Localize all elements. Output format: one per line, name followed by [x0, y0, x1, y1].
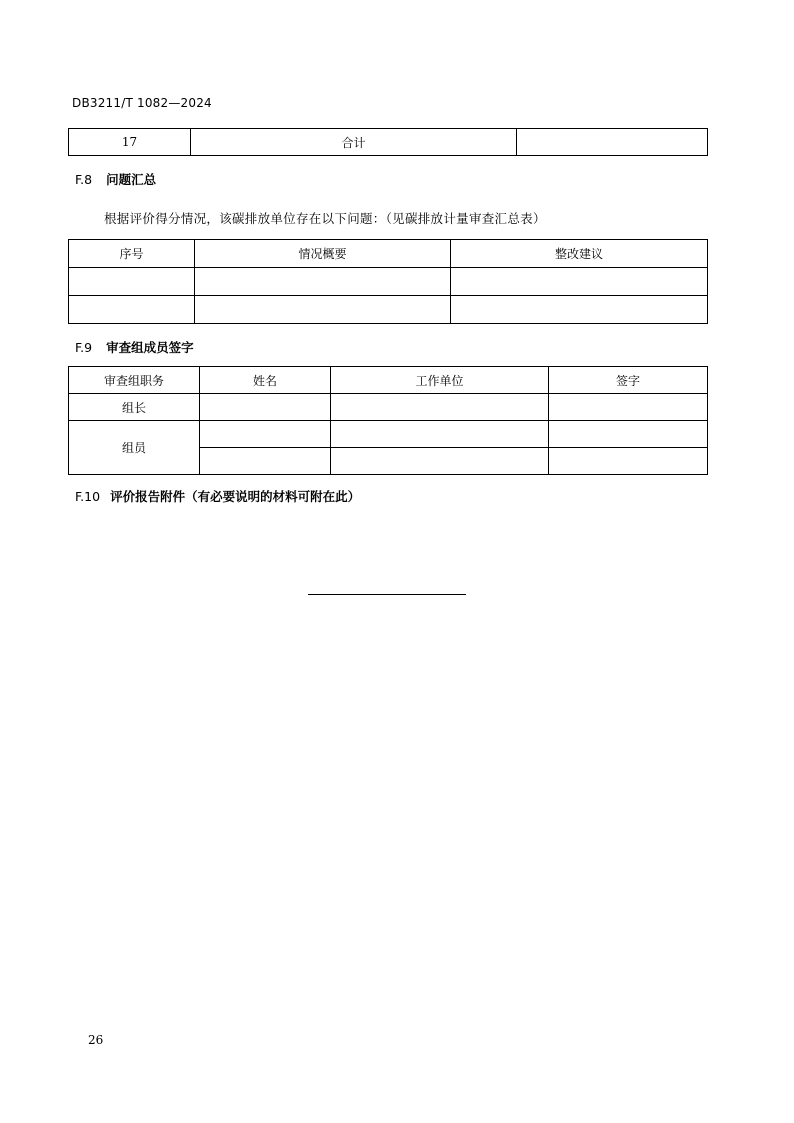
issues-cell — [195, 268, 451, 296]
section-f8-intro: 根据评价得分情况，该碳排放单位存在以下问题：（见碳排放计量审查汇总表） — [104, 211, 546, 226]
section-f10-number: F.10 — [75, 489, 101, 504]
signature-cell — [200, 394, 331, 421]
signature-cell — [331, 421, 549, 448]
issues-cell — [69, 296, 195, 324]
role-leader: 组长 — [69, 394, 200, 421]
issues-header-seq: 序号 — [69, 240, 195, 268]
section-f10-title: 评价报告附件（有必要说明的材料可附在此） — [110, 489, 361, 504]
document-code: DB3211/T 1082—2024 — [72, 96, 212, 110]
signature-header-sign: 签字 — [549, 367, 708, 394]
signature-cell — [549, 394, 708, 421]
signature-cell — [331, 448, 549, 475]
section-f8-number: F.8 — [75, 172, 93, 187]
signature-cell — [200, 448, 331, 475]
end-rule — [308, 594, 466, 595]
signature-cell — [549, 421, 708, 448]
issues-cell — [195, 296, 451, 324]
section-f10-heading — [75, 487, 360, 505]
signature-cell — [331, 394, 549, 421]
section-f9-title: 审查组成员签字 — [106, 340, 194, 355]
issues-cell — [451, 296, 708, 324]
section-f8-title: 问题汇总 — [106, 172, 157, 187]
signature-header-role: 审查组职务 — [69, 367, 200, 394]
section-f9-heading — [75, 338, 194, 356]
issues-table — [68, 239, 708, 324]
role-member: 组员 — [69, 421, 200, 475]
issues-cell — [69, 268, 195, 296]
signature-cell — [200, 421, 331, 448]
signature-cell — [549, 448, 708, 475]
issues-header-suggestion: 整改建议 — [451, 240, 708, 268]
section-f9-number: F.9 — [75, 340, 93, 355]
table-row — [69, 268, 708, 296]
issues-header-summary: 情况概要 — [195, 240, 451, 268]
signature-header-unit: 工作单位 — [331, 367, 549, 394]
total-label: 合计 — [191, 129, 517, 156]
issues-header-row — [69, 240, 708, 268]
table-row — [69, 394, 708, 421]
signature-header-row — [69, 367, 708, 394]
issues-cell — [451, 268, 708, 296]
signature-table — [68, 366, 708, 475]
total-row — [69, 129, 708, 156]
table-row — [69, 421, 708, 448]
page-number: 26 — [88, 1033, 104, 1047]
total-table — [68, 128, 708, 156]
signature-header-name: 姓名 — [200, 367, 331, 394]
section-f8-heading — [75, 170, 156, 188]
total-value — [517, 129, 708, 156]
total-num: 17 — [69, 129, 191, 156]
table-row — [69, 296, 708, 324]
